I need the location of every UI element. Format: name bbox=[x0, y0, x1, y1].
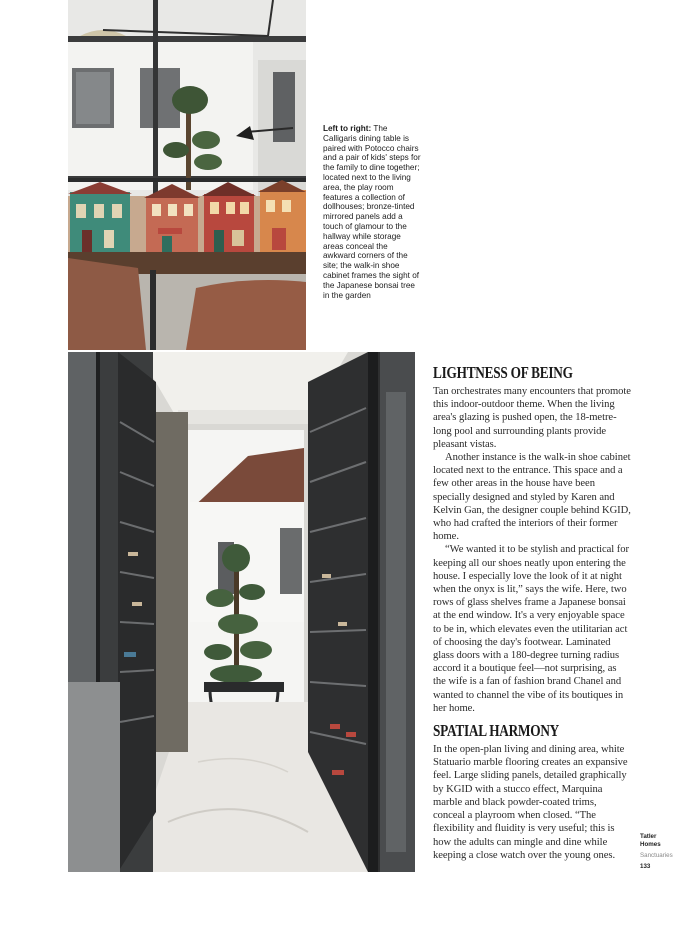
caption-body: The Calligaris dining table is paired with Potocco chairs and a pair of kids' steps for the family to dine together; located next to the living area, the play room features a collection of dollhouses; bronze-tinted mirrored panels add a touch of glamour to the hallway while storage areas conceal the awkward corners of the site; the walk-in shoe cabinet frames the sight of the Japanese bonsai tree in the garden bbox=[323, 124, 421, 300]
article-column bbox=[433, 363, 631, 862]
paragraph: “We wanted it to be stylish and practical for keeping all our shoes neatly upon entering the house. I especially love the look of it at night when the onyx is lit,” says the wife. Here, two rows of glass shelves frame a Japanese bonsai at the end window. It's a very enjoyable space to be in, which elevates even the utilitarian act of choosing the day's footwear. Laminated glass doors with a 180-degree turning radius accord it a boutique feel—not surprising, as the wife is a fan of fashion brand Chanel and wanted to channel the vibe of its boutiques in her home. bbox=[433, 544, 629, 714]
magazine-brand-line2: Homes bbox=[640, 840, 661, 848]
page-number: 133 bbox=[640, 862, 651, 870]
paragraph: Tan orchestrates many encounters that promote this indoor-outdoor theme. When the living area's glazing is pushed open, the 18-metre-long pool and surrounding plants provide pleasant vistas. bbox=[433, 386, 631, 450]
section-heading-spatial-harmony: SPATIAL HARMONY bbox=[433, 721, 560, 741]
dining-room-photo bbox=[68, 0, 306, 350]
section-name: Sanctuaries bbox=[640, 852, 673, 860]
magazine-brand-line1: Tatler bbox=[640, 833, 657, 840]
photo-caption bbox=[323, 124, 421, 300]
section-heading-lightness: LIGHTNESS OF BEING bbox=[433, 363, 573, 382]
page-folio bbox=[640, 833, 690, 870]
paragraph: Another instance is the walk-in shoe cabinet located next to the entrance. This space and a few other areas in the house have been specially designed and styled by Karen and Kelvin Gan, the designer couple behind KGID, who had crafted the interiors of their former home. bbox=[433, 452, 631, 543]
paragraph: In the open-plan living and dining area, white Statuario marble flooring creates an expansive feel. Large sliding panels, detailed graphically by KGID with a stucco effect, Marquina marble and black powder-coated trims, conceal a playroom when closed. “The flexibility and fluidity is very useful; this is how the adults can mingle and dine while keeping a close watch over the young ones. bbox=[433, 744, 628, 861]
caption-lead: Left to right: bbox=[323, 124, 372, 133]
shoe-cabinet-photo bbox=[68, 352, 415, 872]
